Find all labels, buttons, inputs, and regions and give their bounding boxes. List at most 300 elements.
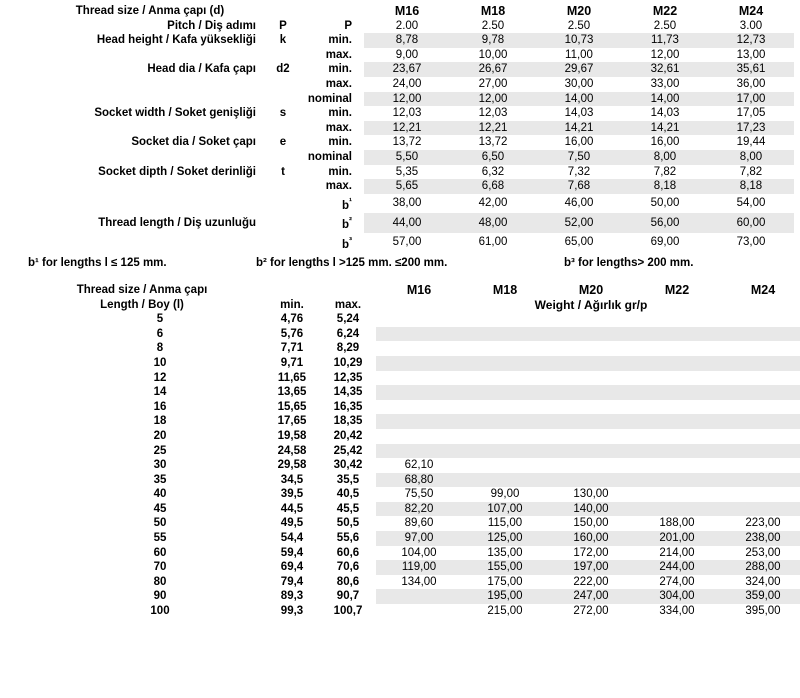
length-value: 5 [156, 313, 164, 326]
weight-value: 222,00 [548, 575, 634, 590]
weight-row [6, 385, 800, 400]
weight-value [720, 312, 800, 327]
weight-value [548, 327, 634, 342]
dimension-symbol: P [279, 19, 287, 32]
length-max-value: 6,24 [336, 327, 360, 340]
dimension-qualifier: max. [325, 121, 352, 134]
length-max-value: 16,35 [333, 400, 363, 413]
size-header-m24: M24 [738, 4, 764, 18]
dimension-qualifier: max. [325, 48, 352, 61]
length-max-value: 30,42 [333, 459, 363, 472]
weight-value [376, 589, 462, 604]
dimension-label: Thread length / Diş uzunluğu [98, 216, 256, 229]
length-value: 45 [153, 502, 167, 515]
dimension-value: 50,00 [622, 194, 708, 213]
dimensions-row [6, 213, 794, 232]
length-min-value: 19,58 [277, 429, 307, 442]
weight-value: 215,00 [462, 604, 548, 619]
dimension-label [6, 48, 264, 63]
dimension-value: 57,00 [364, 233, 450, 252]
length-max-value: 20,42 [333, 429, 363, 442]
length-max-value: 50,5 [336, 517, 360, 530]
length-min-value: 9,71 [280, 356, 304, 369]
dimensions-row [6, 92, 794, 107]
weight-value: 130,00 [548, 487, 634, 502]
weight-row [6, 502, 800, 517]
weight-value: 334,00 [634, 604, 720, 619]
weight-value [376, 414, 462, 429]
weight-value [720, 414, 800, 429]
size-header-m16: M16 [394, 4, 420, 18]
length-min-value: 7,71 [280, 342, 304, 355]
dimension-qualifier: $b^{^1}$ [341, 195, 352, 212]
dimension-label [6, 92, 264, 107]
weight-value [720, 502, 800, 517]
weight-value [634, 341, 720, 356]
weight-row [6, 356, 800, 371]
weight-value [720, 385, 800, 400]
weight-row [6, 429, 800, 444]
weight-row [6, 371, 800, 386]
dimension-value: 17,23 [708, 121, 794, 136]
dimension-qualifier: $b^{^3}$ [341, 234, 352, 251]
dimension-value: 14,21 [536, 121, 622, 136]
dimension-value: 48,00 [450, 213, 536, 232]
weight-value [634, 312, 720, 327]
weight-value [548, 473, 634, 488]
dimensions-header-row [6, 4, 794, 19]
dimension-value: 35,61 [708, 62, 794, 77]
dimension-symbol [264, 150, 302, 165]
weight-value [376, 429, 462, 444]
length-value: 30 [153, 459, 167, 472]
dimensions-row [6, 62, 794, 77]
dimension-symbol [264, 121, 302, 136]
dimension-symbol [264, 213, 302, 232]
weight-value [720, 473, 800, 488]
weight-value [720, 400, 800, 415]
weight-value: 140,00 [548, 502, 634, 517]
length-min-value: 4,76 [280, 313, 304, 326]
note-b3: b³ for lengths> 200 mm. [564, 256, 694, 269]
weight-value [720, 458, 800, 473]
weight-row [6, 400, 800, 415]
size-header-m18: M18 [480, 4, 506, 18]
length-min-value: 79,4 [280, 575, 304, 588]
dimensions-row [6, 77, 794, 92]
dimension-value: 14,00 [536, 92, 622, 107]
length-value: 12 [153, 371, 167, 384]
dimension-value: 16,00 [622, 135, 708, 150]
dimension-value: 8,78 [364, 33, 450, 48]
weight-value: 223,00 [720, 516, 800, 531]
dimension-qualifier: max. [325, 180, 352, 193]
weight-value: 155,00 [462, 560, 548, 575]
weight-value [634, 429, 720, 444]
length-value: 60 [153, 546, 167, 559]
weight-header-row [6, 283, 800, 298]
weight-row [6, 341, 800, 356]
length-max-value: 14,35 [333, 386, 363, 399]
dimension-value: 24,00 [364, 77, 450, 92]
dimension-qualifier: max. [325, 77, 352, 90]
dimension-value: 32,61 [622, 62, 708, 77]
weight-value [462, 429, 548, 444]
dimension-label: Head height / Kafa yüksekliği [96, 34, 256, 47]
weight-size-header-m16: M16 [406, 282, 432, 297]
length-min-value: 99,3 [280, 605, 304, 618]
weight-value [376, 604, 462, 619]
weight-row [6, 516, 800, 531]
dimensions-row [6, 233, 794, 252]
weight-value [720, 356, 800, 371]
weight-value: 195,00 [462, 589, 548, 604]
dimension-value: 10,00 [450, 48, 536, 63]
weight-value [634, 414, 720, 429]
weight-header-spacer [320, 283, 376, 298]
length-min-value: 15,65 [277, 400, 307, 413]
weight-value: 359,00 [720, 589, 800, 604]
dimension-value: 61,00 [450, 233, 536, 252]
weight-value: 160,00 [548, 531, 634, 546]
weight-value [548, 341, 634, 356]
weight-value [376, 312, 462, 327]
dimensions-row [6, 121, 794, 136]
weight-value: 324,00 [720, 575, 800, 590]
weight-value [462, 444, 548, 459]
dimension-value: 13,00 [708, 48, 794, 63]
dimensions-row [6, 19, 794, 34]
length-min-value: 24,58 [277, 444, 307, 457]
length-max-value: 25,42 [333, 444, 363, 457]
weight-value [548, 458, 634, 473]
weight-value: 214,00 [634, 546, 720, 561]
dimension-value: 69,00 [622, 233, 708, 252]
dimension-value: 2.50 [536, 19, 622, 34]
dimension-symbol: e [279, 136, 287, 149]
weight-value [720, 444, 800, 459]
length-value: 40 [153, 488, 167, 501]
weight-value [462, 341, 548, 356]
weight-size-header-m20: M20 [578, 282, 604, 297]
dimension-qualifier: min. [328, 34, 352, 47]
weight-value: 97,00 [376, 531, 462, 546]
dimension-value: 7,82 [622, 165, 708, 180]
dimension-value: 73,00 [708, 233, 794, 252]
weight-value: 238,00 [720, 531, 800, 546]
weight-row [6, 531, 800, 546]
weight-value [634, 458, 720, 473]
length-min-value: 34,5 [280, 473, 304, 486]
length-value: 14 [153, 386, 167, 399]
length-min-value: 89,3 [280, 590, 304, 603]
dimension-value: 7,32 [536, 165, 622, 180]
length-value: 35 [153, 473, 167, 486]
weight-row [6, 327, 800, 342]
weight-value [548, 371, 634, 386]
weight-value [634, 385, 720, 400]
dimension-symbol [264, 48, 302, 63]
dimensions-row [6, 33, 794, 48]
dimensions-row [6, 135, 794, 150]
weight-row [6, 444, 800, 459]
dimension-symbol [264, 233, 302, 252]
dimension-value: 42,00 [450, 194, 536, 213]
length-max-value: 40,5 [336, 488, 360, 501]
dimension-value: 9,78 [450, 33, 536, 48]
weight-subheader-row [6, 298, 800, 313]
length-max-value: 10,29 [333, 356, 363, 369]
dimension-label [6, 194, 264, 213]
length-value: 10 [153, 356, 167, 369]
dimension-qualifier: min. [328, 165, 352, 178]
dimension-value: 56,00 [622, 213, 708, 232]
length-min-value: 49,5 [280, 517, 304, 530]
weight-value [376, 371, 462, 386]
length-min-value: 59,4 [280, 546, 304, 559]
weight-value [548, 385, 634, 400]
size-header-m22: M22 [652, 4, 678, 18]
length-max-value: 90,7 [336, 590, 360, 603]
dimension-value: 12,00 [364, 92, 450, 107]
weight-value [720, 487, 800, 502]
weight-value: 247,00 [548, 589, 634, 604]
weight-value [462, 414, 548, 429]
dimension-value: 13,72 [450, 135, 536, 150]
weight-value: 75,50 [376, 487, 462, 502]
dimension-label [6, 121, 264, 136]
weight-value: 68,80 [376, 473, 462, 488]
weight-header-title: Thread size / Anma çapı [76, 283, 208, 296]
dimension-value: 26,67 [450, 62, 536, 77]
dimension-qualifier: min. [328, 107, 352, 120]
weight-size-header-m24: M24 [750, 282, 776, 297]
weight-value [634, 502, 720, 517]
dimensions-row [6, 150, 794, 165]
weight-size-header-m22: M22 [664, 282, 690, 297]
weight-value [634, 400, 720, 415]
dimension-qualifier: P [344, 19, 352, 32]
dimension-value: 13,72 [364, 135, 450, 150]
note-b1: b¹ for lengths l ≤ 125 mm. [28, 256, 167, 269]
dimension-value: 8,18 [622, 179, 708, 194]
weight-value [720, 371, 800, 386]
weight-value [548, 414, 634, 429]
dimension-value: 7,68 [536, 179, 622, 194]
weight-value [634, 356, 720, 371]
weight-value: 115,00 [462, 516, 548, 531]
length-min-header: min. [280, 298, 304, 311]
length-min-value: 54,4 [280, 532, 304, 545]
weight-value: 288,00 [720, 560, 800, 575]
length-max-value: 18,35 [333, 415, 363, 428]
dimension-value: 14,03 [536, 106, 622, 121]
weight-value [634, 473, 720, 488]
note-b2: b² for lengths l >125 mm. ≤200 mm. [256, 256, 448, 269]
length-max-header: max. [334, 298, 362, 311]
dimension-value: 16,00 [536, 135, 622, 150]
length-value: 20 [153, 429, 167, 442]
dimension-qualifier: min. [328, 136, 352, 149]
length-max-value: 55,6 [336, 532, 360, 545]
dimension-value: 8,18 [708, 179, 794, 194]
weight-value: 244,00 [634, 560, 720, 575]
length-value: 18 [153, 415, 167, 428]
length-min-value: 11,65 [277, 371, 307, 384]
weight-value: 99,00 [462, 487, 548, 502]
length-value: 55 [153, 532, 167, 545]
length-value: 70 [153, 561, 167, 574]
dimension-value: 10,73 [536, 33, 622, 48]
header-spacer-cell [302, 4, 364, 19]
weight-value [548, 356, 634, 371]
length-value: 6 [156, 327, 164, 340]
weight-value [462, 371, 548, 386]
weight-value [462, 327, 548, 342]
weight-value [720, 327, 800, 342]
dimensions-row [6, 194, 794, 213]
dimension-value: 11,00 [536, 48, 622, 63]
dimension-qualifier: nominal [307, 92, 352, 105]
size-header-m20: M20 [566, 4, 592, 18]
weight-value: 201,00 [634, 531, 720, 546]
weight-row [6, 414, 800, 429]
weight-row [6, 312, 800, 327]
length-max-value: 80,6 [336, 575, 360, 588]
dimension-value: 3.00 [708, 19, 794, 34]
dimensions-row [6, 106, 794, 121]
dimension-label: Socket dia / Soket çapı [131, 136, 256, 149]
length-max-value: 60,6 [336, 546, 360, 559]
weight-value [548, 312, 634, 327]
weight-value: 119,00 [376, 560, 462, 575]
weight-value: 274,00 [634, 575, 720, 590]
weight-value: 197,00 [548, 560, 634, 575]
weight-value: 175,00 [462, 575, 548, 590]
length-column-header: Length / Boy (l) [100, 298, 184, 311]
length-min-value: 29,58 [277, 459, 307, 472]
dimension-value: 9,00 [364, 48, 450, 63]
weight-value [462, 356, 548, 371]
weight-value: 395,00 [720, 604, 800, 619]
dimension-label [6, 179, 264, 194]
length-value: 100 [150, 605, 170, 618]
dimension-value: 12,00 [450, 92, 536, 107]
weight-value [376, 385, 462, 400]
dimensions-table [6, 4, 794, 252]
length-max-value: 100,7 [333, 605, 363, 618]
weight-row [6, 589, 800, 604]
dimension-value: 27,00 [450, 77, 536, 92]
dimension-value: 17,00 [708, 92, 794, 107]
weight-value [634, 487, 720, 502]
dimension-value: 12,03 [364, 106, 450, 121]
dimension-value: 8,00 [708, 150, 794, 165]
weight-value: 89,60 [376, 516, 462, 531]
weight-value [376, 400, 462, 415]
length-max-value: 35,5 [336, 473, 360, 486]
dimension-value: 29,67 [536, 62, 622, 77]
dimension-value: 12,21 [364, 121, 450, 136]
dimension-symbol [264, 77, 302, 92]
length-value: 50 [153, 517, 167, 530]
weight-value [720, 429, 800, 444]
weight-value [462, 473, 548, 488]
length-value: 90 [153, 590, 167, 603]
dimension-value: 38,00 [364, 194, 450, 213]
weight-row [6, 575, 800, 590]
dimension-value: 54,00 [708, 194, 794, 213]
dimension-value: 8,00 [622, 150, 708, 165]
length-min-value: 17,65 [277, 415, 307, 428]
weight-size-header-m18: M18 [492, 282, 518, 297]
dimensions-row [6, 179, 794, 194]
dimension-value: 6,50 [450, 150, 536, 165]
weight-value [462, 458, 548, 473]
dimension-value: 2.00 [364, 19, 450, 34]
weight-value [462, 400, 548, 415]
weight-value: 150,00 [548, 516, 634, 531]
weight-value [376, 327, 462, 342]
dimension-value: 7,50 [536, 150, 622, 165]
length-value: 8 [156, 342, 164, 355]
dimension-value: 2.50 [450, 19, 536, 34]
weight-value: 188,00 [634, 516, 720, 531]
weight-row [6, 560, 800, 575]
dimension-label [6, 77, 264, 92]
length-min-value: 39,5 [280, 488, 304, 501]
dimension-value: 60,00 [708, 213, 794, 232]
weight-value: 104,00 [376, 546, 462, 561]
dimension-label [6, 233, 264, 252]
dimension-value: 12,03 [450, 106, 536, 121]
length-max-value: 45,5 [336, 502, 360, 515]
dimension-symbol: k [279, 34, 287, 47]
weight-row [6, 546, 800, 561]
dimension-symbol: s [279, 107, 287, 120]
dimension-value: 6,68 [450, 179, 536, 194]
dimension-value: 33,00 [622, 77, 708, 92]
length-value: 80 [153, 575, 167, 588]
dimension-label: Socket width / Soket genişliği [94, 107, 256, 120]
dimension-value: 7,82 [708, 165, 794, 180]
weight-row [6, 604, 800, 619]
weight-value: 135,00 [462, 546, 548, 561]
weight-value: 272,00 [548, 604, 634, 619]
thread-length-notes [6, 257, 794, 275]
dimension-value: 6,32 [450, 165, 536, 180]
dimension-qualifier: nominal [307, 150, 352, 163]
weight-value [376, 444, 462, 459]
length-min-value: 69,4 [280, 561, 304, 574]
length-max-value: 70,6 [336, 561, 360, 574]
dimension-value: 46,00 [536, 194, 622, 213]
length-value: 16 [153, 400, 167, 413]
dimension-value: 14,21 [622, 121, 708, 136]
dimension-value: 5,65 [364, 179, 450, 194]
dimension-qualifier: min. [328, 63, 352, 76]
dimension-symbol: t [281, 165, 285, 178]
dimensions-header-title: Thread size / Anma çapı (d) [75, 5, 225, 17]
weight-value [634, 327, 720, 342]
dimension-label: Socket dipth / Soket derinliği [98, 165, 256, 178]
weight-value [376, 356, 462, 371]
length-max-value: 8,29 [336, 342, 360, 355]
dimension-value: 36,00 [708, 77, 794, 92]
dimension-value: 17,05 [708, 106, 794, 121]
weight-value [634, 371, 720, 386]
weight-row [6, 458, 800, 473]
